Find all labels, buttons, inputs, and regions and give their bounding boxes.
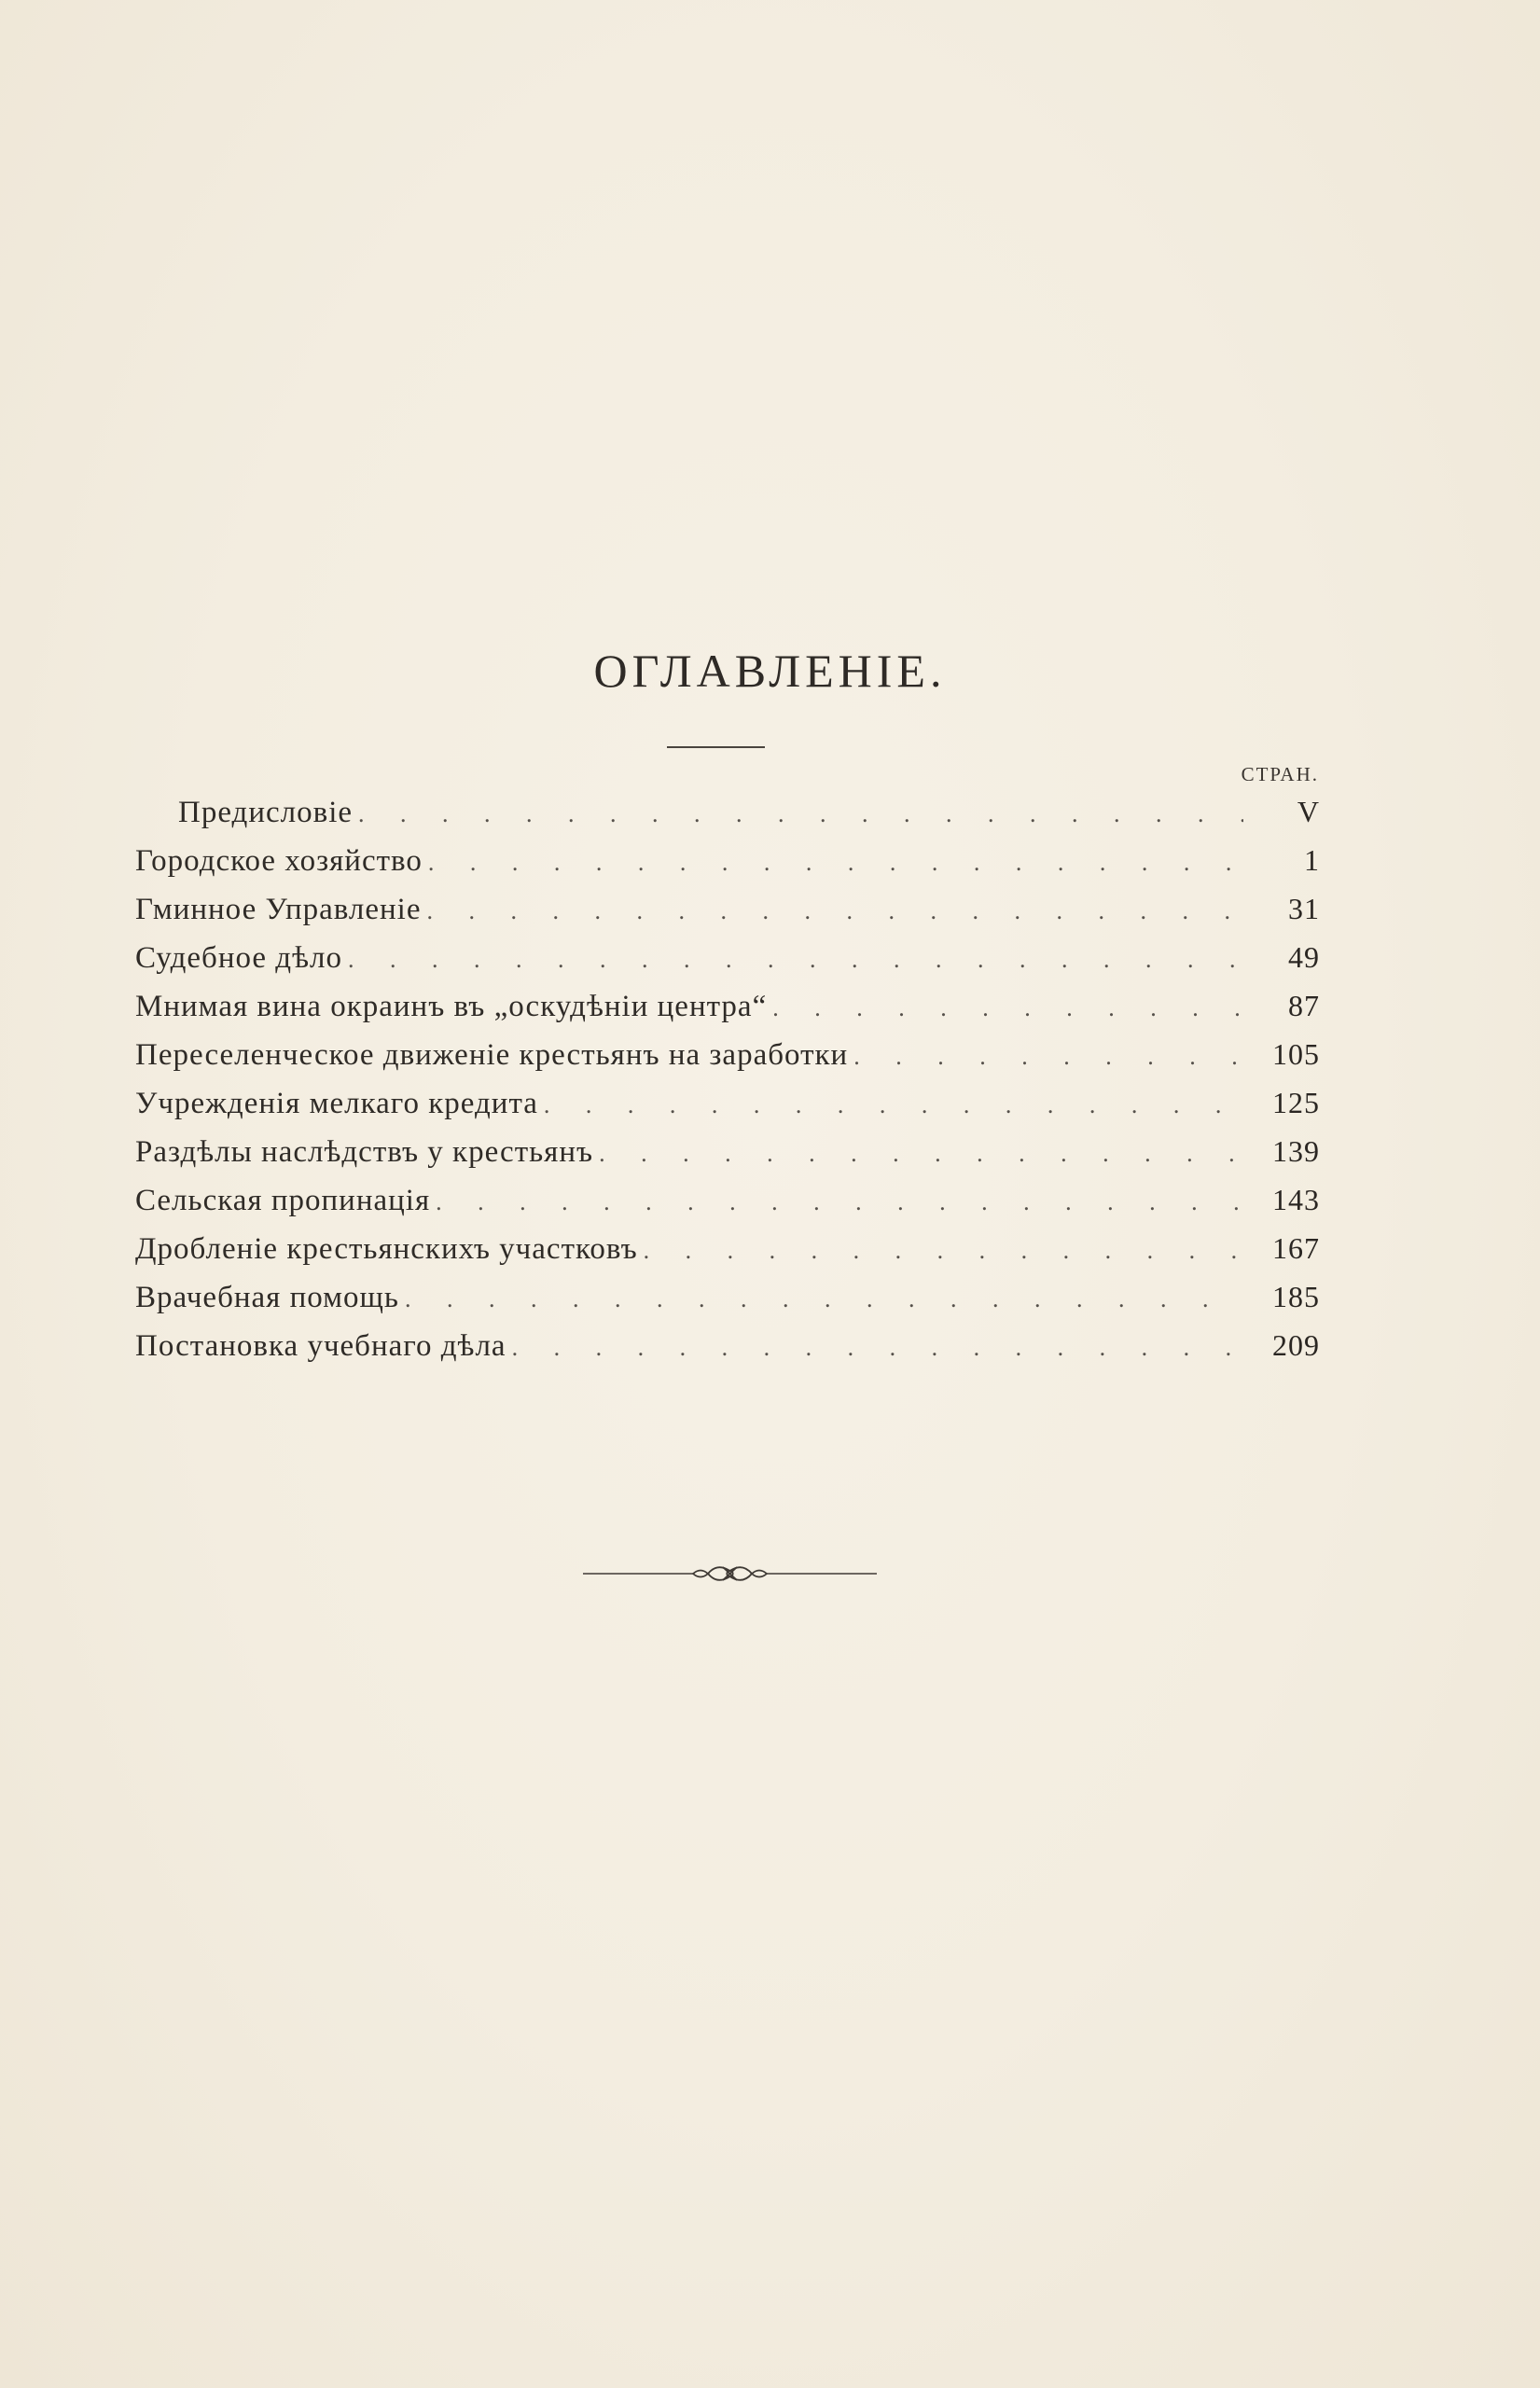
toc-entry bbox=[135, 1183, 1320, 1231]
title-underline-rule bbox=[667, 746, 765, 748]
fleuron-divider-icon bbox=[583, 1560, 877, 1588]
toc-leader-dots bbox=[427, 897, 1244, 925]
toc-entry-page: 31 bbox=[1288, 892, 1320, 925]
toc-entry-title: Переселенческое движеніе крестьянъ на заработки bbox=[135, 1038, 849, 1072]
table-of-contents bbox=[135, 795, 1320, 1377]
toc-entry-title: Врачебная помощь bbox=[135, 1281, 399, 1314]
toc-leader-dots bbox=[405, 1285, 1243, 1313]
toc-entry-page: 167 bbox=[1272, 1231, 1320, 1265]
toc-entry bbox=[135, 1134, 1320, 1183]
toc-leader-dots bbox=[772, 994, 1243, 1022]
toc-entry bbox=[135, 989, 1320, 1037]
toc-entry-page: 209 bbox=[1272, 1328, 1320, 1362]
toc-entry-page: 1 bbox=[1304, 843, 1320, 877]
toc-leader-dots bbox=[599, 1140, 1243, 1168]
toc-entry-title: Раздѣлы наслѣдствъ у крестьянъ bbox=[135, 1135, 594, 1169]
toc-entry-page: 185 bbox=[1272, 1280, 1320, 1313]
toc-entry-title: Постановка учебнаго дѣла bbox=[135, 1329, 506, 1363]
toc-entry-page: 139 bbox=[1272, 1134, 1320, 1168]
page-column-header: СТРАН. bbox=[1241, 763, 1319, 785]
toc-entry-page: 143 bbox=[1272, 1183, 1320, 1216]
toc-entry bbox=[135, 1231, 1320, 1280]
toc-entry-page: V bbox=[1297, 795, 1320, 828]
toc-entry bbox=[135, 1328, 1320, 1377]
toc-entry bbox=[135, 940, 1320, 989]
toc-leader-dots bbox=[348, 946, 1243, 974]
toc-leader-dots bbox=[544, 1091, 1243, 1119]
toc-entry-title: Гминное Управленіе bbox=[135, 893, 422, 926]
toc-leader-dots bbox=[644, 1237, 1243, 1265]
toc-entry-title: Городское хозяйство bbox=[135, 844, 423, 878]
toc-entry-page: 125 bbox=[1272, 1086, 1320, 1119]
toc-entry-title: Дробленіе крестьянскихъ участковъ bbox=[135, 1232, 638, 1266]
toc-entry-title: Мнимая вина окраинъ въ „оскудѣніи центра“ bbox=[135, 990, 768, 1023]
toc-entry bbox=[135, 843, 1320, 892]
toc-entry-page: 49 bbox=[1288, 940, 1320, 974]
toc-entry bbox=[135, 892, 1320, 940]
toc-entry bbox=[135, 1086, 1320, 1134]
toc-leader-dots bbox=[853, 1043, 1243, 1071]
toc-entry-page: 105 bbox=[1272, 1037, 1320, 1071]
toc-entry-title: Сельская пропинація bbox=[135, 1184, 431, 1217]
toc-entry-title: Учрежденія мелкаго кредита bbox=[135, 1087, 538, 1120]
toc-entry bbox=[135, 795, 1320, 843]
page-title: ОГЛАВЛЕНІЕ. bbox=[593, 645, 947, 697]
toc-leader-dots bbox=[512, 1334, 1243, 1362]
toc-entry bbox=[135, 1037, 1320, 1086]
toc-leader-dots bbox=[428, 849, 1243, 877]
toc-entry bbox=[135, 1280, 1320, 1328]
toc-entry-title: Судебное дѣло bbox=[135, 941, 342, 975]
toc-leader-dots bbox=[436, 1188, 1243, 1216]
toc-entry-title: Предисловіе bbox=[178, 796, 354, 829]
toc-entry-page: 87 bbox=[1288, 989, 1320, 1022]
toc-leader-dots bbox=[358, 800, 1243, 828]
